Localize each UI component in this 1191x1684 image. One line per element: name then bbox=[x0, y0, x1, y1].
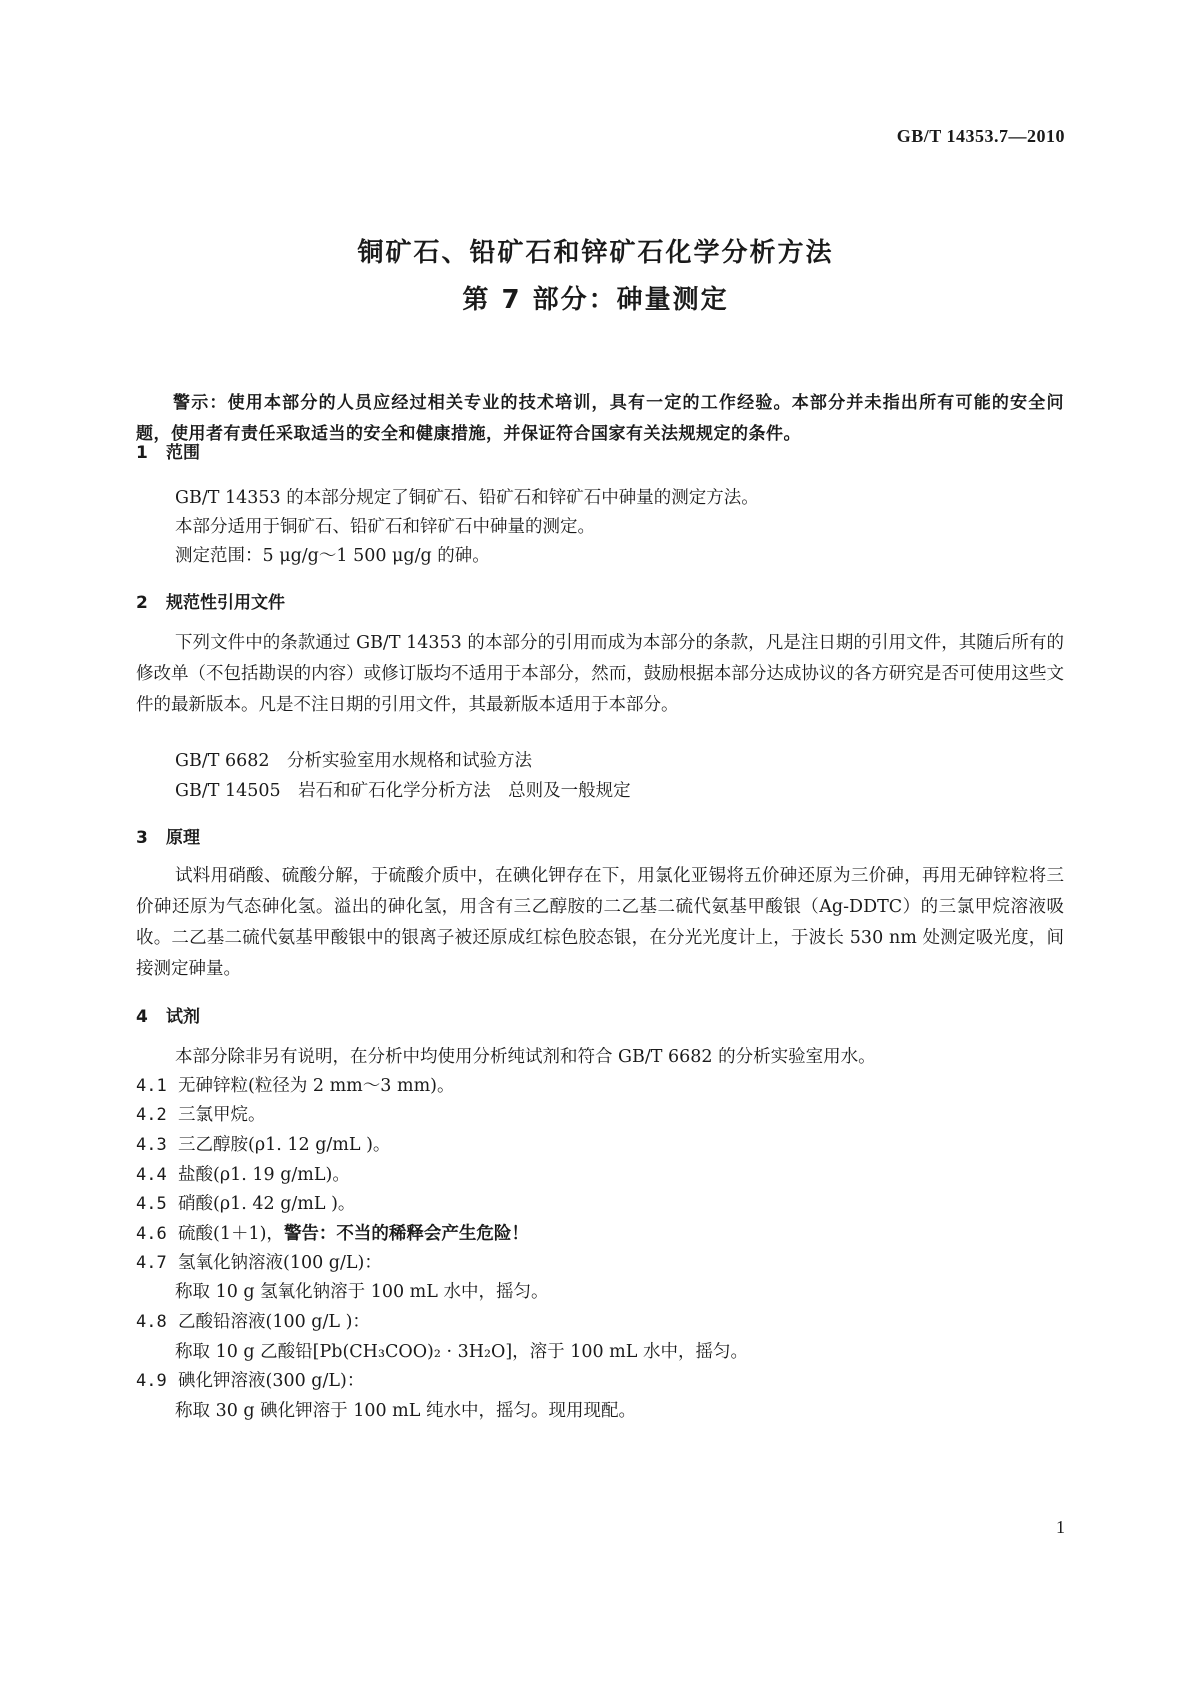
item-text: 三乙醇胺(ρ1. 12 g/mL )。 bbox=[178, 1135, 391, 1155]
reagent-item bbox=[136, 1101, 266, 1126]
scope-line: 本部分适用于铜矿石、铅矿石和锌矿石中砷量的测定。 bbox=[175, 517, 595, 537]
section-number: 4 bbox=[136, 1007, 148, 1027]
section-title: 范围 bbox=[166, 443, 200, 463]
document-subtitle: 第 7 部分：砷量测定 bbox=[462, 285, 729, 315]
section-title: 原理 bbox=[166, 828, 200, 848]
section-heading-principle bbox=[136, 823, 200, 848]
scope-line: GB/T 14353 的本部分规定了铜矿石、铅矿石和锌矿石中砷量的测定方法。 bbox=[175, 488, 759, 508]
dilution-warning: 警告：不当的稀释会产生危险！ bbox=[283, 1224, 529, 1244]
reagent-item bbox=[136, 1190, 355, 1215]
section-heading-reagents bbox=[136, 1002, 200, 1027]
standard-code: GB/T 14353.7—2010 bbox=[896, 126, 1065, 146]
item-text: 硝酸(ρ1. 42 g/mL )。 bbox=[178, 1194, 356, 1214]
item-text: 氢氧化钠溶液(100 g/L)： bbox=[178, 1253, 382, 1273]
section-number: 2 bbox=[136, 593, 148, 613]
item-number: 4.7 bbox=[136, 1253, 167, 1273]
reagent-item bbox=[136, 1131, 390, 1156]
item-number: 4.3 bbox=[136, 1135, 167, 1155]
section-heading-scope bbox=[136, 438, 200, 463]
item-number: 4.6 bbox=[136, 1224, 167, 1244]
reagent-item bbox=[136, 1367, 364, 1392]
item-text: 硫酸(1＋1)， bbox=[178, 1224, 284, 1244]
reference-item: GB/T 14505 岩石和矿石化学分析方法 总则及一般规定 bbox=[175, 781, 631, 801]
reagent-item bbox=[136, 1072, 455, 1097]
item-text: 三氯甲烷。 bbox=[178, 1105, 266, 1125]
warning-notice: 警示：使用本部分的人员应经过相关专业的技术培训，具有一定的工作经验。本部分并未指出所有可能的安全问题，使用者有责任采取适当的安全和健康措施，并保证符合国家有关法规规定的条件。 bbox=[136, 393, 1064, 444]
principle-paragraph: 试料用硝酸、硫酸分解，于硫酸介质中，在碘化钾存在下，用氯化亚锡将五价砷还原为三价砷，再用无砷锌粒将三价砷还原为气态砷化氢。溢出的砷化氢，用含有三乙醇胺的二乙基二硫代氨基甲酸银（Ag-DDTC）的三氯甲烷溶液吸收。二乙基二硫代氨基甲酸银中的银离子被还原成红棕色胶态银，在分光光度计上，于波长 530 nm 处测定吸光度，间接测定砷量。 bbox=[136, 866, 1064, 979]
section-heading-normative-references bbox=[136, 588, 285, 613]
page-number: 1 bbox=[1056, 1517, 1065, 1537]
scope-line: 测定范围：5 μg/g～1 500 μg/g 的砷。 bbox=[175, 546, 490, 566]
section-number: 1 bbox=[136, 443, 148, 463]
reference-item: GB/T 6682 分析实验室用水规格和试验方法 bbox=[175, 751, 533, 771]
section-number: 3 bbox=[136, 828, 148, 848]
item-text: 盐酸(ρ1. 19 g/mL)。 bbox=[178, 1165, 350, 1185]
reagent-item bbox=[136, 1249, 382, 1274]
reagent-item bbox=[136, 1161, 350, 1186]
section-title: 试剂 bbox=[166, 1007, 200, 1027]
item-number: 4.4 bbox=[136, 1165, 167, 1185]
reagent-preparation: 称取 10 g 乙酸铅[Pb(CH₃COO)₂ · 3H₂O]，溶于 100 mL 水中，摇匀。 bbox=[175, 1342, 748, 1362]
reagent-item bbox=[136, 1220, 529, 1245]
reagent-preparation: 称取 10 g 氢氧化钠溶于 100 mL 水中，摇匀。 bbox=[175, 1282, 549, 1302]
reagent-item bbox=[136, 1308, 370, 1333]
item-text: 无砷锌粒(粒径为 2 mm～3 mm)。 bbox=[178, 1076, 455, 1096]
item-number: 4.8 bbox=[136, 1312, 167, 1332]
item-text: 碘化钾溶液(300 g/L)： bbox=[178, 1371, 365, 1391]
item-number: 4.1 bbox=[136, 1076, 167, 1096]
references-paragraph: 下列文件中的条款通过 GB/T 14353 的本部分的引用而成为本部分的条款，凡是注日期的引用文件，其随后所有的修改单（不包括勘误的内容）或修订版均不适用于本部分，然而，鼓励根据本部分达成协议的各方研究是否可使用这些文件的最新版本。凡是不注日期的引用文件，其最新版本适用于本部分。 bbox=[136, 633, 1064, 715]
reagent-preparation: 称取 30 g 碘化钾溶于 100 mL 纯水中，摇匀。现用现配。 bbox=[175, 1401, 636, 1421]
item-number: 4.5 bbox=[136, 1194, 167, 1214]
item-number: 4.2 bbox=[136, 1105, 167, 1125]
document-title: 铜矿石、铅矿石和锌矿石化学分析方法 bbox=[357, 238, 834, 268]
section-title: 规范性引用文件 bbox=[166, 593, 285, 613]
reagents-intro: 本部分除非另有说明，在分析中均使用分析纯试剂和符合 GB/T 6682 的分析实验室用水。 bbox=[175, 1047, 876, 1067]
item-text: 乙酸铅溶液(100 g/L )： bbox=[178, 1312, 370, 1332]
item-number: 4.9 bbox=[136, 1371, 167, 1391]
